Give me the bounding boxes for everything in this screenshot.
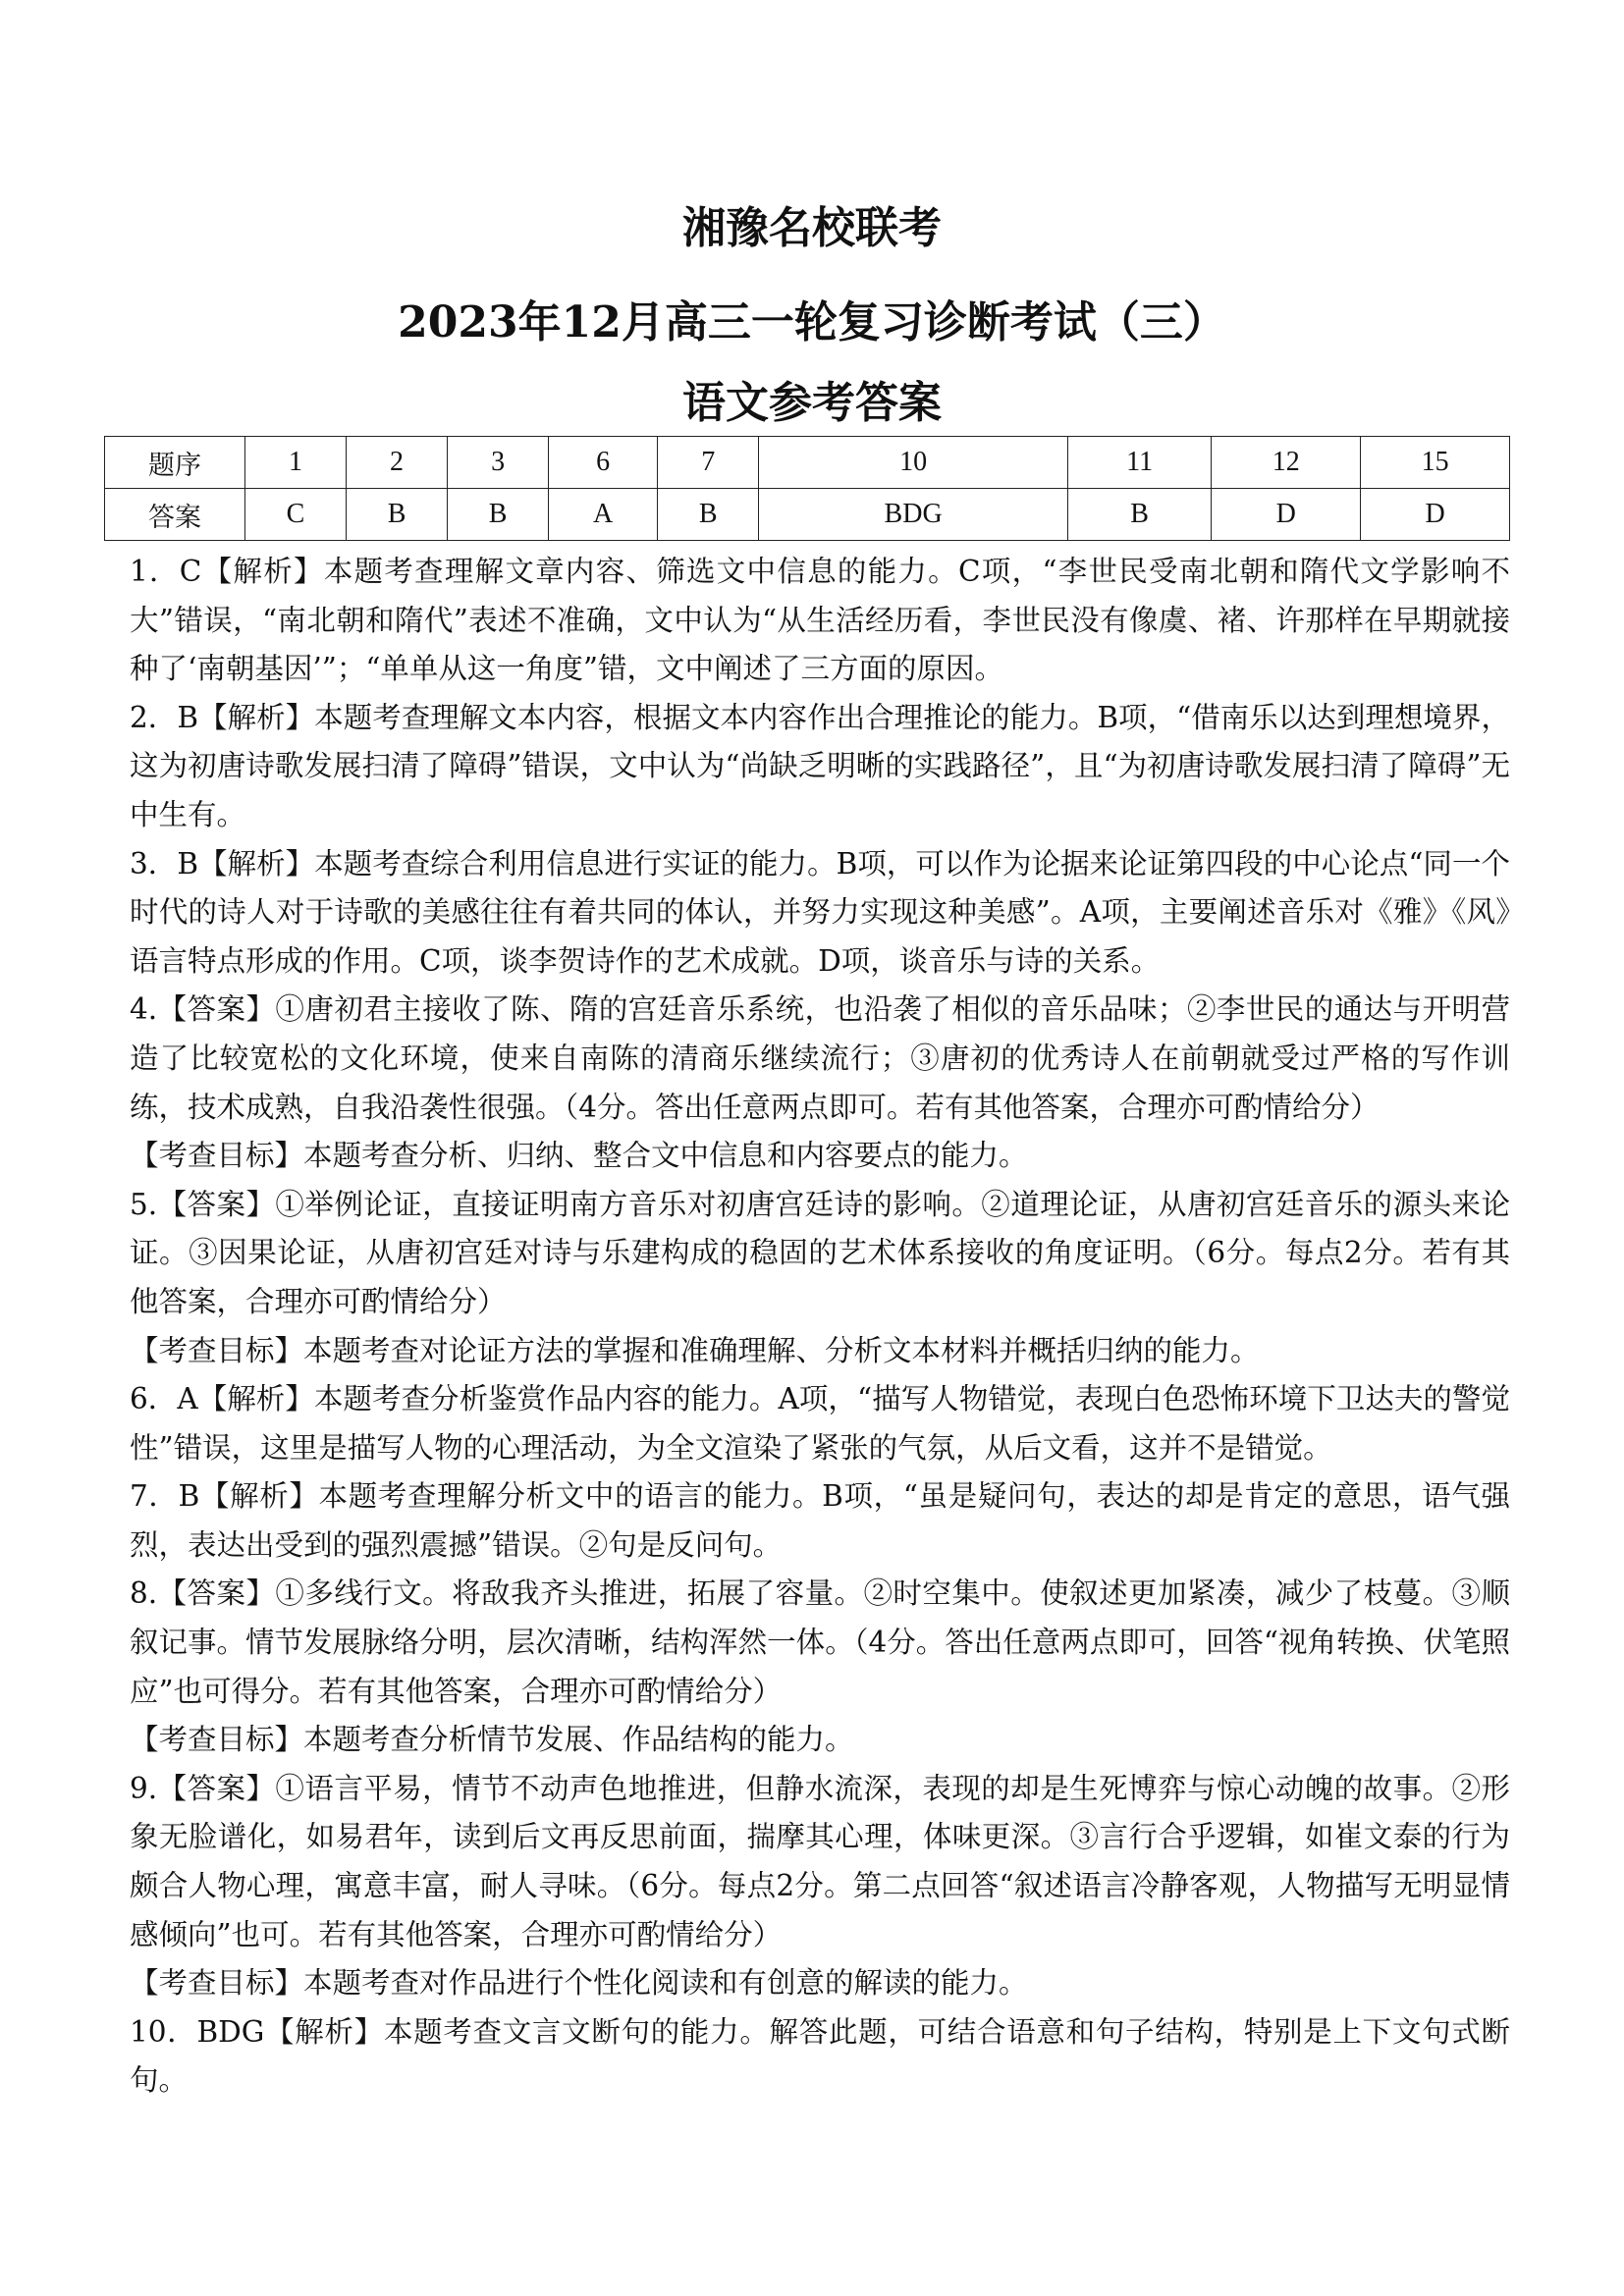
answer-cell: B bbox=[347, 489, 448, 541]
answer-table bbox=[104, 436, 1510, 541]
answer-key-title: 语文参考答案 bbox=[682, 378, 942, 428]
question-number-cell: 10 bbox=[759, 437, 1068, 489]
question-number-row bbox=[105, 437, 1510, 489]
answer-cell: BDG bbox=[759, 489, 1068, 541]
question-row-label: 题序 bbox=[105, 437, 245, 489]
answer-cell: A bbox=[549, 489, 658, 541]
explanation-paragraph: 5.【答案】①举例论证，直接证明南方音乐对初唐宫廷诗的影响。②道理论证，从唐初宫廷音乐的源头来论证。③因果论证，从唐初宫廷对诗与乐建构成的稳固的艺术体系接收的角度证明。（6分。每点2分。若有其他答案，合理亦可酌情给分） bbox=[130, 1187, 1510, 1318]
explanation-paragraph: 10．BDG【解析】本题考查文言文断句的能力。解答此题，可结合语意和句子结构，特别是上下文句式断句。 bbox=[130, 2014, 1510, 2098]
answer-cell: C bbox=[245, 489, 347, 541]
answer-row-label: 答案 bbox=[105, 489, 245, 541]
question-number-cell: 12 bbox=[1212, 437, 1361, 489]
answer-cell: B bbox=[1067, 489, 1211, 541]
question-number-cell: 1 bbox=[245, 437, 347, 489]
assessment-goal: 【考查目标】本题考查分析、归纳、整合文中信息和内容要点的能力。 bbox=[130, 1139, 1028, 1173]
exam-name-title: 2023年12月高三一轮复习诊断考试（三） bbox=[398, 297, 1226, 347]
answer-explanations bbox=[130, 548, 1510, 2106]
assessment-goal: 【考查目标】本题考查分析情节发展、作品结构的能力。 bbox=[130, 1723, 854, 1757]
question-number-cell: 2 bbox=[347, 437, 448, 489]
explanation-paragraph: 6．A【解析】本题考查分析鉴赏作品内容的能力。A项，“描写人物错觉，表现白色恐怖环境下卫达夫的警觉性”错误，这里是描写人物的心理活动，为全文渲染了紧张的气氛，从后文看，这并不是错觉。 bbox=[130, 1382, 1510, 1465]
question-number-cell: 11 bbox=[1067, 437, 1211, 489]
explanation-paragraph: 9.【答案】①语言平易，情节不动声色地推进，但静水流深，表现的却是生死博弈与惊心动魄的故事。②形象无脸谱化，如易君年，读到后文再反思前面，揣摩其心理，体味更深。③言行合乎逻辑，如崔文泰的行为颇合人物心理，寓意丰富，耐人寻味。（6分。每点2分。第二点回答“叙述语言冷静客观，人物描写无明显情感倾向”也可。若有其他答案，合理亦可酌情给分） bbox=[130, 1771, 1510, 1951]
question-number-cell: 15 bbox=[1361, 437, 1510, 489]
answer-cell: B bbox=[448, 489, 549, 541]
answer-cell: B bbox=[658, 489, 759, 541]
question-number-cell: 7 bbox=[658, 437, 759, 489]
assessment-goal: 【考查目标】本题考查对作品进行个性化阅读和有创意的解读的能力。 bbox=[130, 1966, 1028, 2001]
explanation-paragraph: 7．B【解析】本题考查理解分析文中的语言的能力。B项，“虽是疑问句，表达的却是肯定的意思，语气强烈，表达出受到的强烈震撼”错误。②句是反问句。 bbox=[130, 1479, 1510, 1562]
exam-organizer-title: 湘豫名校联考 bbox=[682, 203, 942, 253]
answer-row bbox=[105, 489, 1510, 541]
assessment-goal: 【考查目标】本题考查对论证方法的掌握和准确理解、分析文本材料并概括归纳的能力。 bbox=[130, 1333, 1260, 1367]
answer-cell: D bbox=[1361, 489, 1510, 541]
explanation-paragraph: 1．C【解析】本题考查理解文章内容、筛选文中信息的能力。C项，“李世民受南北朝和隋代文学影响不大”错误，“南北朝和隋代”表述不准确，文中认为“从生活经历看，李世民没有像虞、褚、许那样在早期就接种了‘南朝基因’”；“单单从这一角度”错，文中阐述了三方面的原因。 bbox=[130, 555, 1510, 686]
explanation-paragraph: 4.【答案】①唐初君主接收了陈、隋的宫廷音乐系统，也沿袭了相似的音乐品味；②李世民的通达与开明营造了比较宽松的文化环境，使来自南陈的清商乐继续流行；③唐初的优秀诗人在前朝就受过严格的写作训练，技术成熟，自我沿袭性很强。（4分。答出任意两点即可。若有其他答案，合理亦可酌情给分） bbox=[130, 992, 1510, 1124]
explanation-paragraph: 8.【答案】①多线行文。将敌我齐头推进，拓展了容量。②时空集中。使叙述更加紧凑，减少了枝蔓。③顺叙记事。情节发展脉络分明，层次清晰，结构浑然一体。（4分。答出任意两点即可，回答“视角转换、伏笔照应”也可得分。若有其他答案，合理亦可酌情给分） bbox=[130, 1576, 1510, 1708]
explanation-paragraph: 3．B【解析】本题考查综合利用信息进行实证的能力。B项，可以作为论据来论证第四段的中心论点“同一个时代的诗人对于诗歌的美感往往有着共同的体认，并努力实现这种美感”。A项，主要阐述音乐对《雅》《风》语言特点形成的作用。C项，谈李贺诗作的艺术成就。D项，谈音乐与诗的关系。 bbox=[130, 846, 1510, 978]
question-number-cell: 3 bbox=[448, 437, 549, 489]
answer-cell: D bbox=[1212, 489, 1361, 541]
explanation-paragraph: 2．B【解析】本题考查理解文本内容，根据文本内容作出合理推论的能力。B项，“借南乐以达到理想境界，这为初唐诗歌发展扫清了障碍”错误，文中认为“尚缺乏明晰的实践路径”，且“为初唐诗歌发展扫清了障碍”无中生有。 bbox=[130, 700, 1510, 831]
question-number-cell: 6 bbox=[549, 437, 658, 489]
